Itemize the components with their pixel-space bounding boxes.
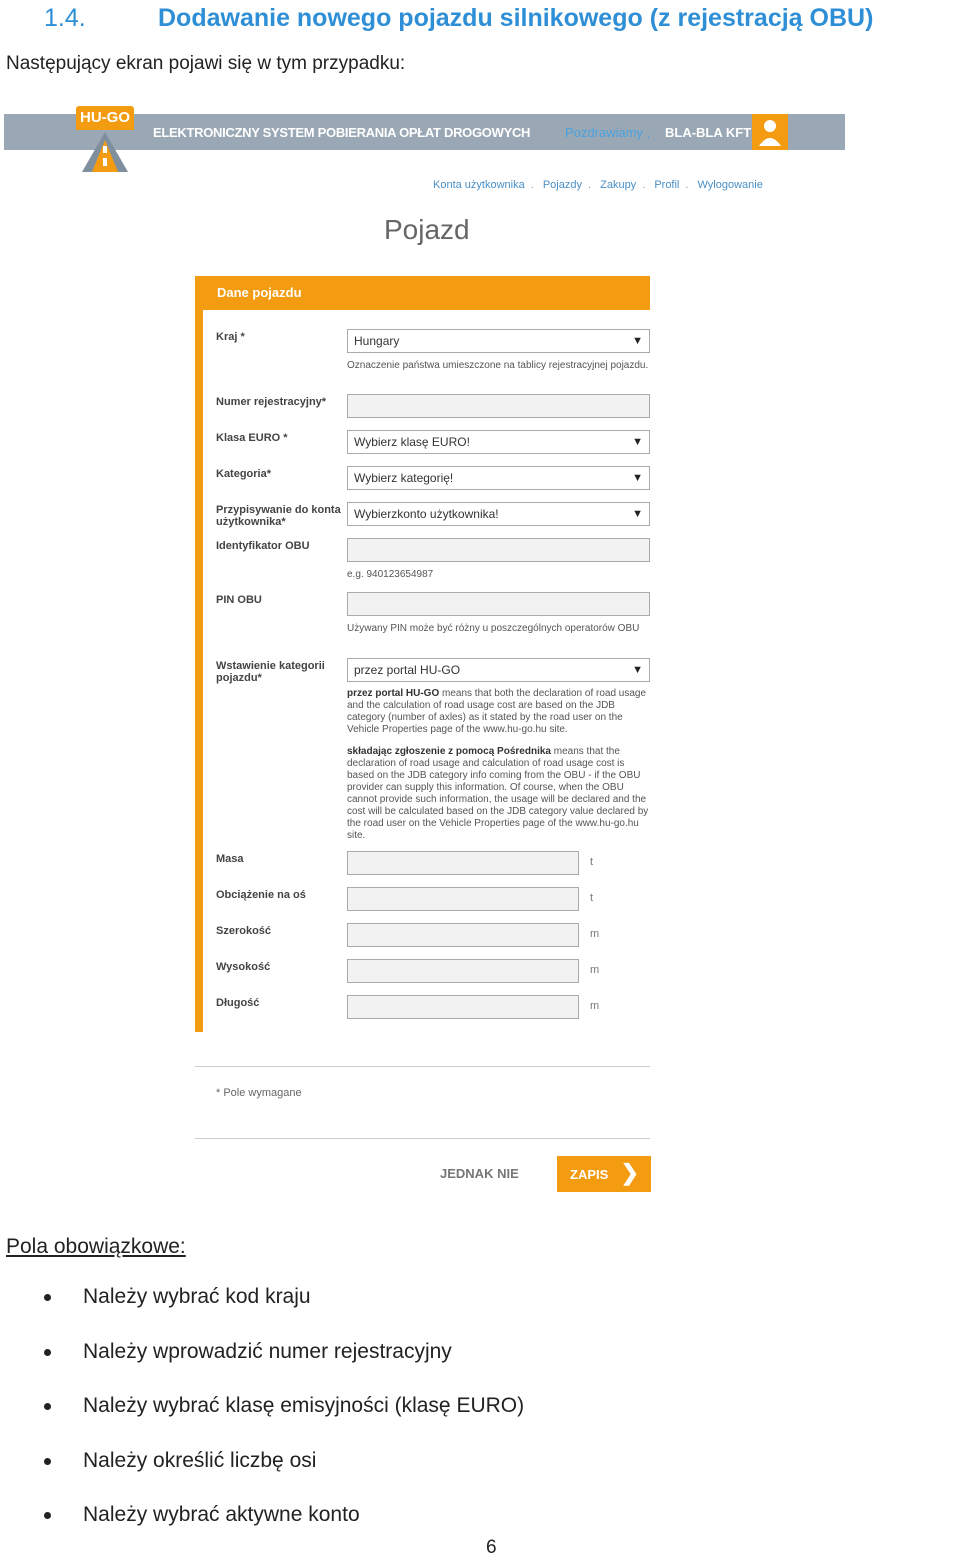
insert-hint-intermediary-bold: składając zgłoszenie z pomocą Pośrednika [347, 746, 551, 757]
length-unit: m [590, 1000, 600, 1012]
euro-label: Klasa EURO * [216, 432, 288, 444]
axle-load-input[interactable] [347, 887, 579, 911]
bullet-icon [44, 1294, 51, 1301]
bullet-icon [44, 1512, 51, 1519]
section-title: Dodawanie nowego pojazdu silnikowego (z rejestracją OBU) [158, 4, 874, 32]
hu-go-logo[interactable] [76, 106, 134, 174]
insert-hint-intermediary [347, 746, 650, 842]
chevron-down-icon: ▼ [632, 472, 643, 484]
mass-label: Masa [216, 853, 244, 865]
page-number: 6 [486, 1537, 497, 1558]
page-title: Pojazd [384, 214, 470, 245]
width-input[interactable] [347, 923, 579, 947]
required-fields-title: Pola obowiązkowe: [6, 1235, 186, 1258]
length-input[interactable] [347, 995, 579, 1019]
bullet-icon [44, 1458, 51, 1465]
mass-unit: t [590, 856, 594, 868]
nav-user-accounts[interactable]: Konta użytkownika [433, 179, 525, 191]
width-label: Szerokość [216, 925, 272, 937]
vehicle-form-panel [195, 276, 650, 1032]
obu-pin-hint: Używany PIN może być różny u poszczególnych operatorów OBU [347, 623, 640, 634]
nav-vehicles[interactable]: Pojazdy [542, 179, 582, 191]
insert-hint-intermediary-text: means that the declaration of road usage and calculation of road usage cost is based on the JDB category info coming from the OBU - if the OBU provider can supply this information. Of course, when the OBU cannot provide such information, the usage will be declared and the cost will be calculated based on the JDB category value declared by the road user on the Vehicle Properties page of the www.hu-go.hu site. [347, 746, 649, 841]
save-button[interactable] [557, 1156, 651, 1192]
insert-hint-portal [347, 688, 650, 736]
account-select[interactable] [347, 502, 650, 526]
axle-load-unit: t [590, 892, 594, 904]
list-item-text: Należy wybrać kod kraju [83, 1285, 311, 1308]
form-title: Dane pojazdu [195, 276, 650, 310]
height-unit: m [590, 964, 600, 976]
country-value: Hungary [354, 334, 400, 348]
obu-id-input[interactable] [347, 538, 650, 562]
system-name: ELEKTRONICZNY SYSTEM POBIERANIA OPŁAT DROGOWYCH [153, 125, 531, 140]
list-item-text: Należy wybrać klasę emisyjności (klasę EURO) [83, 1394, 525, 1417]
height-label: Wysokość [216, 961, 271, 973]
divider [195, 1066, 650, 1067]
chevron-right-icon: ❯ [620, 1160, 639, 1185]
width-unit: m [590, 928, 600, 940]
country-select[interactable] [347, 329, 650, 353]
save-label: ZAPIS [570, 1166, 609, 1182]
axle-load-label: Obciążenie na oś [216, 889, 306, 901]
obu-id-hint: e.g. 940123654987 [347, 569, 434, 580]
chevron-down-icon: ▼ [632, 436, 643, 448]
chevron-down-icon: ▼ [632, 508, 643, 520]
category-value: Wybierz kategorię! [354, 471, 454, 485]
euro-class-select[interactable] [347, 430, 650, 454]
obu-id-label: Identyfikator OBU [216, 540, 310, 552]
obu-pin-input[interactable] [347, 592, 650, 616]
insert-category-label: Wstawienie kategorii pojazdu* [216, 660, 325, 684]
category-select[interactable] [347, 466, 650, 490]
bullet-icon [44, 1403, 51, 1410]
company-name: BLA-BLA KFT [665, 125, 752, 140]
insert-hint-portal-bold: przez portal HU-GO [347, 688, 440, 699]
nav-purchases[interactable]: Zakupy [600, 179, 637, 191]
nav-logout[interactable]: Wylogowanie [697, 179, 763, 191]
height-input[interactable] [347, 959, 579, 983]
chevron-down-icon: ▼ [632, 335, 643, 347]
road-icon [76, 106, 134, 174]
cancel-button[interactable]: JEDNAK NIE [440, 1166, 519, 1181]
category-label: Kategoria* [216, 468, 272, 480]
divider [195, 1138, 650, 1139]
account-label: Przypisywanie do konta użytkownika* [216, 504, 341, 528]
length-label: Długość [216, 997, 260, 1009]
section-number: 1.4. [44, 4, 86, 32]
insert-hint-portal-text: means that both the declaration of road usage and the calculation of road usage cost are based on the JDB category (number of axles) as it stated by the road user on the Vehicle Properties page of the www.hu-go.hu site. [347, 688, 647, 735]
mass-input[interactable] [347, 851, 579, 875]
bullet-icon [44, 1349, 51, 1356]
plate-label: Numer rejestracyjny* [216, 396, 327, 408]
intro-text: Następujący ekran pojawi się w tym przypadku: [6, 53, 406, 74]
logo-text: HU-GO [76, 106, 134, 130]
nav-profile[interactable]: Profil [654, 179, 680, 191]
insert-category-select[interactable] [347, 658, 650, 682]
list-item-text: Należy wybrać aktywne konto [83, 1503, 360, 1526]
top-nav: Konta użytkownika . Pojazdy . Zakupy . Profil . Wylogowanie [433, 179, 763, 191]
chevron-down-icon: ▼ [632, 664, 643, 676]
greeting: Pozdrawiamy , [565, 125, 651, 140]
insert-category-value: przez portal HU-GO [354, 663, 461, 677]
euro-value: Wybierz klasę EURO! [354, 435, 470, 449]
list-item-text: Należy określić liczbę osi [83, 1448, 317, 1472]
obu-pin-label: PIN OBU [216, 594, 262, 606]
list-item-text: Należy wprowadzić numer rejestracyjny [83, 1339, 452, 1363]
country-label: Kraj * [216, 331, 245, 343]
account-value: Wybierzkonto użytkownika! [354, 507, 499, 521]
required-note: * Pole wymagane [216, 1087, 302, 1099]
country-hint: Oznaczenie państwa umieszczone na tablicy rejestracyjnej pojazdu. [347, 360, 649, 371]
user-icon[interactable] [752, 114, 788, 150]
plate-input[interactable] [347, 394, 650, 418]
